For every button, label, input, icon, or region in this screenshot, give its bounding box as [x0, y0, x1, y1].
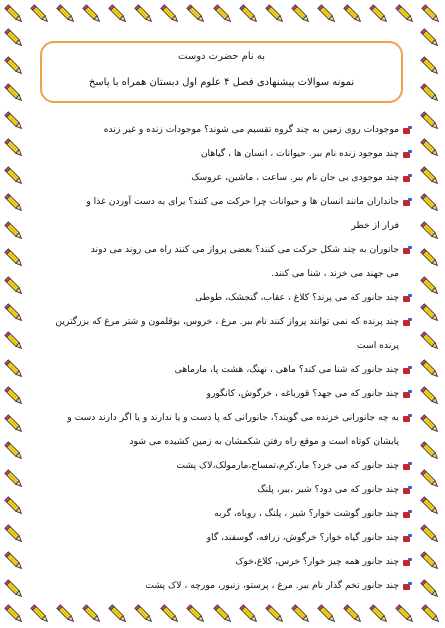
document-title: نمونه سوالات پیشنهادی فصل ۴ علوم اول دبستان همراه با پاسخ	[88, 77, 355, 88]
pencil-icon	[2, 246, 26, 270]
question-text: چند جانور که می دود؟ شیر ،ببر، پلنگ	[257, 484, 399, 495]
question-item	[30, 460, 413, 472]
hand-bullet-icon	[402, 389, 413, 400]
question-item	[30, 388, 413, 400]
pencil-icon	[289, 602, 313, 626]
question-text-continued: می جهند می خزند ، شنا می کنند.	[271, 268, 399, 279]
question-text: چند جانور گیاه خوار؟ خرگوش، زرافه، گوسفند، گاو	[206, 532, 399, 543]
question-text: جانداران مانند انسان ها و حیوانات چرا حرکت می کنند؟ برای به دست آوردن غذا و	[86, 196, 399, 207]
question-item	[30, 412, 413, 448]
pencil-icon	[341, 2, 365, 26]
question-text: چند جانور که شنا می کند؟ ماهی ، نهنگ، هشت پا، مارماهی	[174, 364, 399, 375]
question-item	[30, 532, 413, 544]
title-box	[40, 41, 403, 103]
hand-bullet-icon	[402, 293, 413, 304]
question-text-continued: پرنده است	[356, 340, 399, 351]
pencil-icon	[2, 274, 26, 298]
pencil-icon	[418, 467, 442, 491]
pencil-icon	[54, 2, 78, 26]
pencil-icon	[2, 467, 26, 491]
hand-bullet-icon	[402, 317, 413, 328]
pencil-icon	[418, 549, 442, 573]
pencil-icon	[132, 602, 156, 626]
pencil-icon	[2, 357, 26, 381]
pencil-icon	[237, 2, 261, 26]
question-item	[30, 148, 413, 160]
question-text: چند پرنده که نمی توانند پرواز کنند نام ببر. مرغ ، خروس، بوقلمون و شتر مرغ که بزرگترین	[55, 316, 399, 327]
pencil-icon	[419, 2, 443, 26]
pencil-border-left	[2, 26, 28, 601]
pencil-icon	[2, 602, 26, 626]
pencil-icon	[2, 412, 26, 436]
pencil-icon	[263, 2, 287, 26]
hand-bullet-icon	[402, 581, 413, 592]
question-item	[30, 244, 413, 280]
pencil-icon	[2, 384, 26, 408]
pencil-icon	[418, 81, 442, 105]
question-text: چند جانور همه چیز خوار؟ خرس، کلاغ،خوک	[235, 556, 399, 567]
pencil-icon	[418, 357, 442, 381]
question-item	[30, 556, 413, 568]
pencil-icon	[263, 602, 287, 626]
pencil-icon	[341, 602, 365, 626]
pencil-icon	[393, 2, 417, 26]
question-text: جانوران به چند شکل حرکت می کنند؟ بعضی پرواز می کنند راه می روند می دوند	[90, 244, 399, 255]
pencil-icon	[418, 412, 442, 436]
pencil-icon	[418, 54, 442, 78]
pencil-icon	[2, 439, 26, 463]
question-text: چند جانور تخم گذار نام ببر. مرغ ، پرستو، زنبور، مورچه ، لاک پشت	[145, 580, 399, 591]
pencil-icon	[2, 81, 26, 105]
pencil-icon	[2, 577, 26, 601]
pencil-icon	[211, 2, 235, 26]
pencil-icon	[393, 602, 417, 626]
pencil-icon	[418, 439, 442, 463]
hand-bullet-icon	[402, 365, 413, 376]
pencil-icon	[237, 602, 261, 626]
question-list	[30, 124, 413, 604]
pencil-icon	[418, 494, 442, 518]
pencil-icon	[418, 191, 442, 215]
question-item	[30, 508, 413, 520]
question-item	[30, 364, 413, 376]
question-item	[30, 580, 413, 592]
pencil-icon	[418, 301, 442, 325]
question-text: چند موجودی بی جان نام ببر. ساعت ، ماشین، عروسک	[191, 172, 399, 183]
pencil-icon	[315, 2, 339, 26]
pencil-icon	[211, 602, 235, 626]
pencil-icon	[418, 26, 442, 50]
question-item	[30, 196, 413, 232]
pencil-icon	[184, 2, 208, 26]
question-text: چند جانور که می خزد؟ مار،کرم،تمساح،مارمولک،لاک پشت	[176, 460, 399, 471]
question-text: به چه جانورانی خزنده می گویند؟، جانورانی که پا دست و یا ندارند و یا اگر دارند دست و	[67, 412, 399, 423]
pencil-icon	[158, 602, 182, 626]
question-text-continued: فرار از خطر	[351, 220, 399, 231]
pencil-icon	[28, 2, 52, 26]
question-text-continued: پایشان کوتاه است و موقع راه رفتن شکمشان به زمین کشیده می شود	[129, 436, 399, 447]
pencil-icon	[418, 384, 442, 408]
hand-bullet-icon	[402, 149, 413, 160]
pencil-icon	[2, 522, 26, 546]
pencil-icon	[80, 602, 104, 626]
pencil-icon	[367, 2, 391, 26]
pencil-icon	[28, 602, 52, 626]
pencil-icon	[367, 602, 391, 626]
hand-bullet-icon	[402, 461, 413, 472]
pencil-icon	[2, 219, 26, 243]
pencil-icon	[2, 494, 26, 518]
pencil-icon	[289, 2, 313, 26]
hand-bullet-icon	[402, 245, 413, 256]
question-text: چند موجود زنده نام ببر. حیوانات ، انسان ها ، گیاهان	[200, 148, 399, 159]
pencil-icon	[418, 136, 442, 160]
pencil-icon	[184, 602, 208, 626]
question-item	[30, 484, 413, 496]
pencil-icon	[2, 54, 26, 78]
question-text: چند جانور که می پرند؟ کلاغ ، عقاب، گنجشک، طوطی	[195, 292, 399, 303]
question-item	[30, 316, 413, 352]
question-item	[30, 124, 413, 136]
pencil-icon	[418, 246, 442, 270]
hand-bullet-icon	[402, 173, 413, 184]
pencil-icon	[106, 602, 130, 626]
pencil-icon	[2, 26, 26, 50]
pencil-icon	[132, 2, 156, 26]
pencil-icon	[2, 549, 26, 573]
pencil-icon	[418, 219, 442, 243]
pencil-icon	[2, 164, 26, 188]
pencil-icon	[2, 2, 26, 26]
hand-bullet-icon	[402, 557, 413, 568]
question-text: چند جانور که می جهد؟ قورباغه ، خرگوش، کانگورو	[206, 388, 399, 399]
dedication-line: به نام حضرت دوست	[178, 51, 265, 62]
pencil-icon	[418, 274, 442, 298]
question-text: موجودات روی زمین به چند گروه تقسیم می شوند؟ موجودات زنده و غیر زنده	[103, 124, 399, 135]
hand-bullet-icon	[402, 509, 413, 520]
pencil-border-bottom	[0, 602, 445, 628]
pencil-icon	[418, 577, 442, 601]
pencil-icon	[2, 191, 26, 215]
hand-bullet-icon	[402, 413, 413, 424]
pencil-icon	[2, 136, 26, 160]
pencil-border-top	[0, 2, 445, 28]
pencil-icon	[418, 522, 442, 546]
pencil-border-right	[418, 26, 444, 601]
pencil-icon	[419, 602, 443, 626]
pencil-icon	[2, 329, 26, 353]
pencil-icon	[158, 2, 182, 26]
pencil-icon	[418, 329, 442, 353]
hand-bullet-icon	[402, 533, 413, 544]
question-item	[30, 292, 413, 304]
hand-bullet-icon	[402, 197, 413, 208]
hand-bullet-icon	[402, 125, 413, 136]
pencil-icon	[106, 2, 130, 26]
pencil-icon	[2, 301, 26, 325]
hand-bullet-icon	[402, 485, 413, 496]
question-text: چند جانور گوشت خوار؟ شیر ، پلنگ ، روباه، گربه	[214, 508, 399, 519]
pencil-icon	[418, 109, 442, 133]
pencil-icon	[80, 2, 104, 26]
pencil-icon	[315, 602, 339, 626]
pencil-icon	[54, 602, 78, 626]
pencil-icon	[418, 164, 442, 188]
pencil-icon	[2, 109, 26, 133]
question-item	[30, 172, 413, 184]
